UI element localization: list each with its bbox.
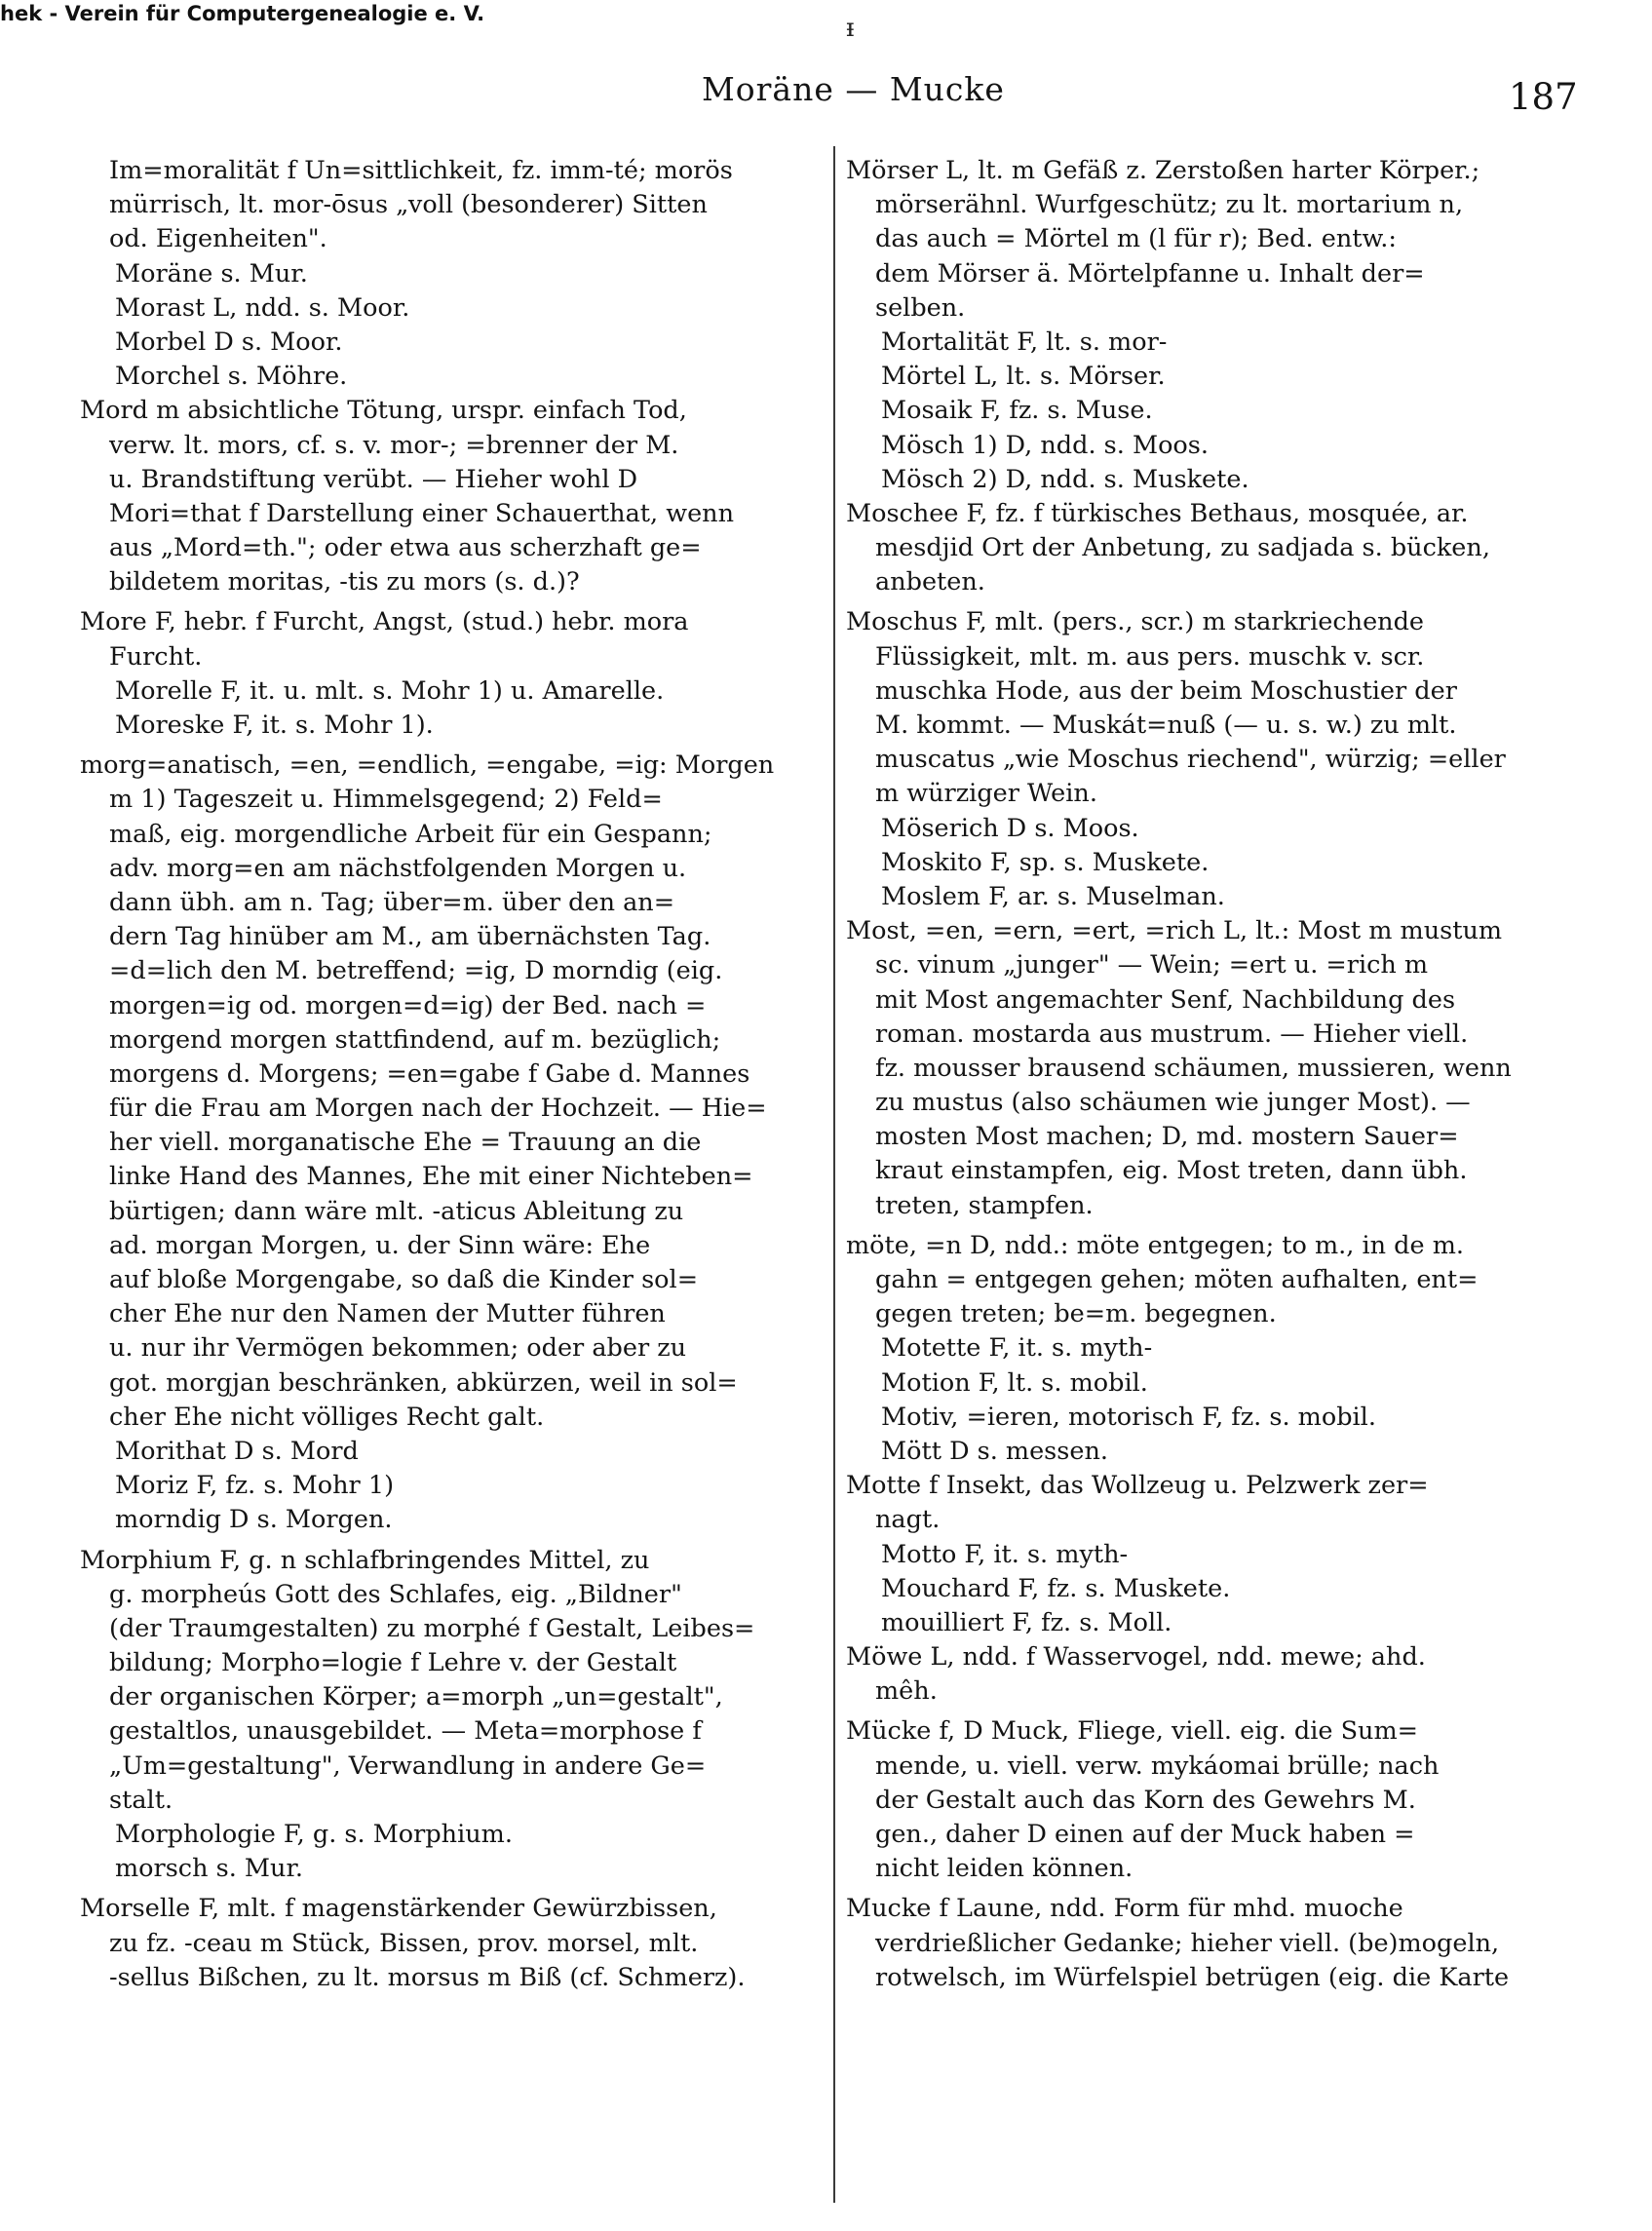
subentry-line: Mosaik F, fz. s. Muse. [881,396,1153,426]
subentry-line: Moräne s. Mur. [115,258,308,288]
entry-headword-line: Mucke f Laune, ndd. Form für mhd. muoche [846,1894,1403,1924]
entry-continuation-line: g. morpheús Gott des Schlafes, eig. „Bildner" [109,1579,682,1609]
subentry-line: morndig D s. Morgen. [115,1505,393,1535]
entry-continuation-line: m würziger Wein. [875,779,1097,809]
entry-continuation-line: mörserähnl. Wurfgeschütz; zu lt. mortarium n, [875,190,1464,220]
entry-continuation-line: got. morgjan beschränken, abkürzen, weil in sol= [109,1367,738,1398]
entry-continuation-line: mürrisch, lt. mor-ōsus „voll (besonderer) Sitten [109,190,708,220]
subentry-line: Morphologie F, g. s. Morphium. [115,1820,513,1849]
entry-headword-line: Moschus F, mlt. (pers., scr.) m starkriechende [846,607,1424,637]
right-column [846,154,1587,1995]
entry-continuation-line: mit Most angemachter Senf, Nachbildung des [875,984,1456,1015]
entry-continuation-line: =d=lich den M. betreffend; =ig, D morndig (eig. [109,956,723,986]
entry-continuation-line: Mori=that f Darstellung einer Schauerthat, wenn [109,498,735,528]
entry-continuation-line: kraut einstampfen, eig. Most treten, dann übh. [875,1156,1468,1186]
entry-continuation-line: stalt. [109,1785,173,1815]
subentry-line: Mortalität F, lt. s. mor- [881,327,1168,357]
ink-mark-icon: ᵻ [846,14,855,43]
entry-headword-line: More F, hebr. f Furcht, Angst, (stud.) hebr. mora [80,607,689,637]
subentry-line: Morchel s. Möhre. [115,362,348,392]
subentry-line: Moskito F, sp. s. Muskete. [881,847,1210,877]
entry-continuation-line: adv. morg=en am nächstfolgenden Morgen u. [109,853,687,883]
subentry-line: Morast L, ndd. s. Moor. [115,292,410,323]
subentry-line: Morithat D s. Mord [115,1436,359,1466]
entry-continuation-line: u. Brandstiftung verübt. — Hieher wohl D [109,464,638,494]
entry-continuation-line: muscatus „wie Moschus riechend", würzig; =eller [875,745,1506,775]
subentry-line: mouilliert F, fz. s. Moll. [881,1607,1172,1637]
subentry-line: Mouchard F, fz. s. Muskete. [881,1573,1231,1603]
entry-continuation-line: mende, u. viell. verw. mykáomai brülle; nach [875,1750,1440,1781]
subentry-line: Motiv, =ieren, motorisch F, fz. s. mobil. [881,1402,1376,1432]
entry-continuation-line: (der Traumgestalten) zu morphé f Gestalt, Leibes= [109,1613,755,1643]
entry-continuation-line: mosten Most machen; D, md. mostern Sauer= [875,1122,1459,1152]
entry-continuation-line: das auch = Mörtel m (l für r); Bed. entw.: [875,224,1397,254]
entry-continuation-line: nicht leiden können. [875,1854,1133,1884]
entry-continuation-line: gen., daher D einen auf der Muck haben = [875,1820,1415,1849]
entry-continuation-line: ad. morgan Morgen, u. der Sinn wäre: Ehe [109,1230,651,1260]
entry-continuation-line: aus „Mord=th."; oder etwa aus scherzhaft ge= [109,533,702,563]
subentry-line: Motion F, lt. s. mobil. [881,1367,1148,1398]
column-divider [833,146,835,2203]
entry-continuation-line: auf bloße Morgengabe, so daß die Kinder sol= [109,1265,699,1294]
subentry-line: Mött D s. messen. [881,1436,1108,1466]
entry-continuation-line: morgend morgen stattfindend, auf m. bezüglich; [109,1024,721,1055]
subentry-line: Motette F, it. s. myth- [881,1333,1153,1364]
entry-continuation-line: fz. mousser brausend schäumen, mussieren, wenn [875,1053,1512,1083]
entry-continuation-line: cher Ehe nur den Namen der Mutter führen [109,1299,666,1329]
subentry-line: Motto F, it. s. myth- [881,1539,1129,1569]
entry-continuation-line: bürtigen; dann wäre mlt. -aticus Ableitung zu [109,1196,684,1226]
entry-headword-line: Morselle F, mlt. f magenstärkender Gewürzbissen, [80,1894,717,1924]
entry-headword-line: Mörser L, lt. m Gefäß z. Zerstoßen harter Körper.; [846,156,1480,185]
entry-continuation-line: Im=moralität f Un=sittlichkeit, fz. imm-té; morös [109,156,733,185]
entry-headword-line: Moschee F, fz. f türkisches Bethaus, mosquée, ar. [846,498,1469,528]
subentry-line: Morelle F, it. u. mlt. s. Mohr 1) u. Amarelle. [115,675,665,706]
entry-continuation-line: dem Mörser ä. Mörtelpfanne u. Inhalt der= [875,258,1425,288]
entry-continuation-line: „Um=gestaltung", Verwandlung in andere Ge= [109,1750,707,1781]
entry-continuation-line: bildetem moritas, -tis zu mors (s. d.)? [109,567,580,597]
entry-continuation-line: gahn = entgegen gehen; möten aufhalten, ent= [875,1265,1479,1294]
entry-continuation-line: -sellus Bißchen, zu lt. morsus m Biß (cf. Schmerz). [109,1962,746,1992]
entry-continuation-line: mêh. [875,1676,938,1707]
entry-continuation-line: nagt. [875,1505,941,1535]
entry-continuation-line: anbeten. [875,567,985,597]
subentry-line: Moslem F, ar. s. Muselman. [881,881,1225,911]
entry-continuation-line: morgen=ig od. morgen=d=ig) der Bed. nach = [109,990,707,1020]
entry-continuation-line: dern Tag hinüber am M., am übernächsten Tag. [109,922,711,952]
entry-headword-line: Morphium F, g. n schlafbringendes Mittel, zu [80,1545,650,1575]
entry-continuation-line: zu fz. -ceau m Stück, Bissen, prov. morsel, mlt. [109,1928,699,1958]
entry-continuation-line: für die Frau am Morgen nach der Hochzeit. — Hie= [109,1094,767,1124]
entry-headword-line: Mücke f, D Muck, Fliege, viell. eig. die Sum= [846,1716,1419,1747]
subentry-line: Mörtel L, lt. s. Mörser. [881,362,1166,392]
entry-continuation-line: roman. mostarda aus mustrum. — Hieher viell. [875,1019,1469,1049]
entry-headword-line: Mord m absichtliche Tötung, urspr. einfach Tod, [80,396,687,426]
subentry-line: Moreske F, it. s. Mohr 1). [115,711,434,740]
entry-continuation-line: u. nur ihr Vermögen bekommen; oder aber zu [109,1333,687,1364]
entry-continuation-line: dann übh. am n. Tag; über=m. über den an= [109,887,675,917]
subentry-line: Möserich D s. Moos. [881,813,1139,843]
entry-continuation-line: M. kommt. — Muskát=nuß (— u. s. w.) zu mlt. [875,711,1457,740]
entry-continuation-line: morgens d. Morgens; =en=gabe f Gabe d. Mannes [109,1058,750,1089]
left-column [80,154,821,1995]
entry-continuation-line: Flüssigkeit, mlt. m. aus pers. muschk v. scr. [875,641,1425,672]
entry-continuation-line: muschka Hode, aus der beim Moschustier der [875,675,1457,706]
entry-continuation-line: bildung; Morpho=logie f Lehre v. der Gestalt [109,1648,677,1678]
entry-continuation-line: her viell. morganatische Ehe = Trauung an die [109,1128,702,1158]
entry-continuation-line: Furcht. [109,641,203,672]
running-head: Moräne — Mucke [702,70,1005,108]
entry-continuation-line: gestaltlos, unausgebildet. — Meta=morphose f [109,1716,702,1747]
entry-continuation-line: der Gestalt auch das Korn des Gewehrs M. [875,1785,1416,1815]
entry-continuation-line: cher Ehe nicht völliges Recht galt. [109,1402,545,1432]
entry-headword-line: morg=anatisch, =en, =endlich, =engabe, =ig: Morgen [80,750,775,781]
entry-continuation-line: od. Eigenheiten". [109,224,327,254]
entry-headword-line: Möwe L, ndd. f Wasservogel, ndd. mewe; ahd. [846,1642,1426,1673]
subentry-line: morsch s. Mur. [115,1854,303,1884]
entry-continuation-line: rotwelsch, im Würfelspiel betrügen (eig. die Karte [875,1962,1510,1992]
entry-headword-line: Most, =en, =ern, =ert, =rich L, lt.: Most m mustum [846,916,1503,946]
entry-continuation-line: m 1) Tageszeit u. Himmelsgegend; 2) Feld= [109,785,663,815]
entry-continuation-line: maß, eig. morgendliche Arbeit für ein Gespann; [109,819,712,849]
entry-continuation-line: der organischen Körper; a=morph „un=gestalt", [109,1682,723,1712]
subentry-line: Mösch 1) D, ndd. s. Moos. [881,430,1209,460]
entry-continuation-line: verw. lt. mors, cf. s. v. mor-; =brenner der M. [109,430,679,460]
entry-headword-line: möte, =n D, ndd.: möte entgegen; to m., in de m. [846,1230,1464,1260]
entry-continuation-line: zu mustus (also schäumen wie junger Most). — [875,1088,1471,1118]
entry-continuation-line: treten, stampfen. [875,1190,1094,1220]
entry-continuation-line: gegen treten; be=m. begegnen. [875,1299,1277,1329]
subentry-line: Morbel D s. Moor. [115,327,343,357]
subentry-line: Moriz F, fz. s. Mohr 1) [115,1471,395,1501]
entry-continuation-line: verdrießlicher Gedanke; hieher viell. (be)mogeln, [875,1928,1500,1958]
entry-continuation-line: sc. vinum „junger" — Wein; =ert u. =rich m [875,950,1429,981]
entry-continuation-line: linke Hand des Mannes, Ehe mit einer Nichteben= [109,1162,753,1192]
entry-continuation-line: selben. [875,292,966,323]
page-number: 187 [1509,76,1578,118]
entry-headword-line: Motte f Insekt, das Wollzeug u. Pelzwerk zer= [846,1471,1429,1501]
source-watermark: hek - Verein für Computergenealogie e. V. [0,2,485,25]
subentry-line: Mösch 2) D, ndd. s. Muskete. [881,464,1249,494]
entry-continuation-line: mesdjid Ort der Anbetung, zu sadjada s. bücken, [875,533,1490,563]
